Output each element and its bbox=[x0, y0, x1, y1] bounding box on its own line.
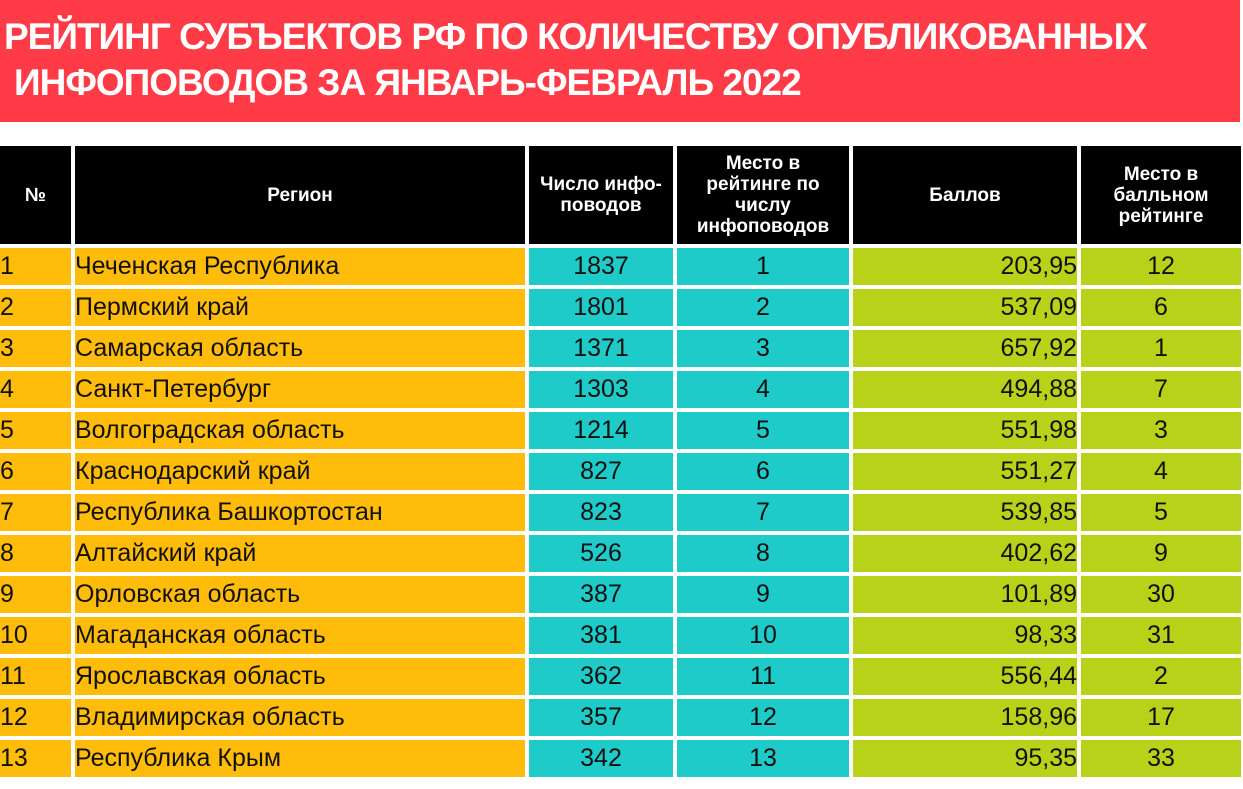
table-row bbox=[0, 453, 1241, 494]
cell-place-by-score: 5 bbox=[1081, 494, 1241, 535]
cell-count: 1303 bbox=[529, 371, 677, 412]
cell-count: 1801 bbox=[529, 289, 677, 330]
cell-region: Республика Крым bbox=[75, 740, 529, 781]
column-header-num: № bbox=[0, 146, 75, 248]
table-row bbox=[0, 289, 1241, 330]
cell-place-by-score: 7 bbox=[1081, 371, 1241, 412]
cell-count: 381 bbox=[529, 617, 677, 658]
cell-region: Санкт-Петербург bbox=[75, 371, 529, 412]
cell-region: Ярославская область bbox=[75, 658, 529, 699]
table-row bbox=[0, 330, 1241, 371]
cell-score: 537,09 bbox=[853, 289, 1081, 330]
cell-place-by-count: 9 bbox=[677, 576, 853, 617]
cell-score: 101,89 bbox=[853, 576, 1081, 617]
table-row bbox=[0, 617, 1241, 658]
column-header-place-by-count: Место в рейтинге по числу инфоповодов bbox=[677, 146, 853, 248]
cell-place-by-count: 2 bbox=[677, 289, 853, 330]
cell-count: 827 bbox=[529, 453, 677, 494]
cell-num: 8 bbox=[0, 535, 75, 576]
cell-score: 95,35 bbox=[853, 740, 1081, 781]
cell-count: 1214 bbox=[529, 412, 677, 453]
cell-num: 3 bbox=[0, 330, 75, 371]
cell-score: 402,62 bbox=[853, 535, 1081, 576]
cell-region: Самарская область bbox=[75, 330, 529, 371]
column-header-region: Регион bbox=[75, 146, 529, 248]
cell-place-by-score: 6 bbox=[1081, 289, 1241, 330]
cell-score: 551,98 bbox=[853, 412, 1081, 453]
cell-place-by-score: 17 bbox=[1081, 699, 1241, 740]
cell-num: 12 bbox=[0, 699, 75, 740]
cell-score: 551,27 bbox=[853, 453, 1081, 494]
cell-count: 387 bbox=[529, 576, 677, 617]
column-header-count: Число инфо-поводов bbox=[529, 146, 677, 248]
cell-place-by-score: 9 bbox=[1081, 535, 1241, 576]
cell-place-by-count: 11 bbox=[677, 658, 853, 699]
cell-num: 10 bbox=[0, 617, 75, 658]
cell-count: 823 bbox=[529, 494, 677, 535]
cell-count: 342 bbox=[529, 740, 677, 781]
cell-count: 526 bbox=[529, 535, 677, 576]
cell-region: Орловская область bbox=[75, 576, 529, 617]
cell-count: 1371 bbox=[529, 330, 677, 371]
cell-score: 539,85 bbox=[853, 494, 1081, 535]
cell-num: 4 bbox=[0, 371, 75, 412]
cell-place-by-score: 4 bbox=[1081, 453, 1241, 494]
cell-region: Владимирская область bbox=[75, 699, 529, 740]
cell-place-by-score: 1 bbox=[1081, 330, 1241, 371]
table-row bbox=[0, 658, 1241, 699]
cell-num: 7 bbox=[0, 494, 75, 535]
title-banner bbox=[0, 0, 1240, 122]
table-row bbox=[0, 535, 1241, 576]
cell-num: 11 bbox=[0, 658, 75, 699]
table-row bbox=[0, 412, 1241, 453]
cell-region: Республика Башкортостан bbox=[75, 494, 529, 535]
cell-place-by-count: 3 bbox=[677, 330, 853, 371]
cell-place-by-score: 2 bbox=[1081, 658, 1241, 699]
header-row bbox=[0, 146, 1241, 248]
cell-num: 6 bbox=[0, 453, 75, 494]
cell-region: Волгоградская область bbox=[75, 412, 529, 453]
cell-place-by-count: 13 bbox=[677, 740, 853, 781]
cell-score: 158,96 bbox=[853, 699, 1081, 740]
cell-place-by-count: 12 bbox=[677, 699, 853, 740]
cell-region: Алтайский край bbox=[75, 535, 529, 576]
cell-region: Магаданская область bbox=[75, 617, 529, 658]
cell-num: 2 bbox=[0, 289, 75, 330]
cell-place-by-count: 7 bbox=[677, 494, 853, 535]
column-header-score: Баллов bbox=[853, 146, 1081, 248]
cell-num: 1 bbox=[0, 248, 75, 289]
table-row bbox=[0, 699, 1241, 740]
cell-count: 1837 bbox=[529, 248, 677, 289]
cell-place-by-score: 30 bbox=[1081, 576, 1241, 617]
cell-score: 657,92 bbox=[853, 330, 1081, 371]
table-row bbox=[0, 371, 1241, 412]
cell-region: Чеченская Республика bbox=[75, 248, 529, 289]
cell-place-by-score: 31 bbox=[1081, 617, 1241, 658]
column-header-place-by-score: Место в балльном рейтинге bbox=[1081, 146, 1241, 248]
cell-place-by-count: 6 bbox=[677, 453, 853, 494]
cell-count: 362 bbox=[529, 658, 677, 699]
cell-num: 5 bbox=[0, 412, 75, 453]
table-row bbox=[0, 576, 1241, 617]
cell-score: 98,33 bbox=[853, 617, 1081, 658]
cell-place-by-count: 4 bbox=[677, 371, 853, 412]
cell-score: 203,95 bbox=[853, 248, 1081, 289]
table-row bbox=[0, 248, 1241, 289]
rating-table bbox=[0, 146, 1241, 781]
cell-place-by-count: 1 bbox=[677, 248, 853, 289]
cell-place-by-count: 8 bbox=[677, 535, 853, 576]
cell-place-by-count: 10 bbox=[677, 617, 853, 658]
cell-region: Краснодарский край bbox=[75, 453, 529, 494]
cell-place-by-score: 3 bbox=[1081, 412, 1241, 453]
cell-score: 556,44 bbox=[853, 658, 1081, 699]
cell-score: 494,88 bbox=[853, 371, 1081, 412]
page-title-line-2: ИНФОПОВОДОВ ЗА ЯНВАРЬ-ФЕВРАЛЬ 2022 bbox=[14, 62, 801, 103]
cell-count: 357 bbox=[529, 699, 677, 740]
table-row bbox=[0, 494, 1241, 535]
cell-place-by-score: 33 bbox=[1081, 740, 1241, 781]
table-row bbox=[0, 740, 1241, 781]
cell-place-by-count: 5 bbox=[677, 412, 853, 453]
cell-place-by-score: 12 bbox=[1081, 248, 1241, 289]
cell-num: 13 bbox=[0, 740, 75, 781]
page-title-line-1: РЕЙТИНГ СУБЪЕКТОВ РФ ПО КОЛИЧЕСТВУ ОПУБЛИКОВАННЫХ bbox=[4, 16, 1147, 57]
cell-num: 9 bbox=[0, 576, 75, 617]
cell-region: Пермский край bbox=[75, 289, 529, 330]
